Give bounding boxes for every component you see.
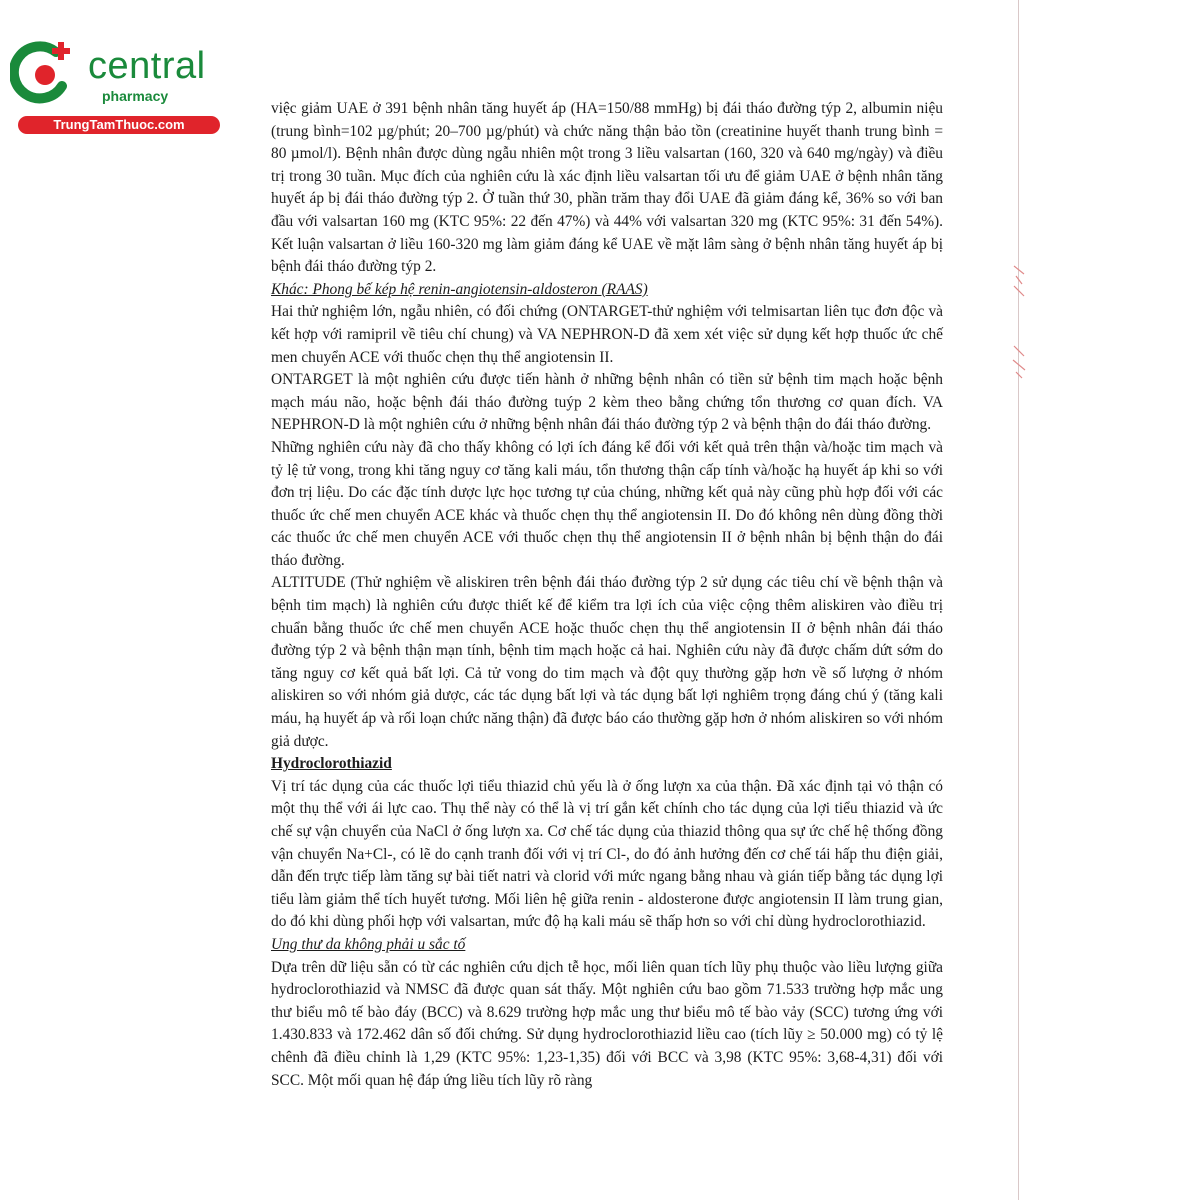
document-body [271,98,943,1092]
paragraph: Vị trí tác dụng của các thuốc lợi tiểu thiazid chủ yếu là ở ống lượn xa của thận. Đã xác định tại vỏ thận có một thụ thể với ái lực cao. Thụ thể này có thể là vị trí gắn kết chính cho tác dụng của lợi tiểu thiazid và ức chế sự vận chuyển của NaCl ở ống lượn xa. Cơ chế tác dụng của thiazid thông qua sự ức chế hệ thống đồng vận chuyển Na+Cl-, có lẽ do cạnh tranh đối với vị trí Cl-, do đó ảnh hưởng đến cơ chế tái hấp thu điện giải, dẫn đến trực tiếp làm tăng sự bài tiết natri và clorid với mức ngang bằng nhau và gián tiếp bằng tác dụng lợi tiểu làm giảm thể tích huyết tương. Mối liên hệ giữa renin - aldosterone được angiotensin II làm trung gian, do đó khi dùng phối hợp với valsartan, mức độ hạ kali máu sẽ thấp hơn so với chỉ dùng hydroclorothiazid. [271,777,943,931]
margin-stamp-mark [1010,262,1028,302]
paragraph: Hai thử nghiệm lớn, ngẫu nhiên, có đối chứng (ONTARGET-thử nghiệm với telmisartan liên tục đơn độc và kết hợp với ramipril về tiêu chí chung) và VA NEPHRON-D đã xem xét việc sử dụng kết hợp thuốc ức chế men chuyển ACE với thuốc chẹn thụ thể angiotensin II. [271,303,943,366]
margin-stamp-mark [1010,340,1028,380]
page-margin-line [1018,0,1019,1200]
logo-subtitle: pharmacy [102,88,169,104]
section-heading: Khác: Phong bế kép hệ renin-angiotensin-aldosteron (RAAS) [271,280,648,298]
logo-brand: central [88,45,206,87]
paragraph: ONTARGET là một nghiên cứu được tiến hành ở những bệnh nhân có tiền sử bệnh tim mạch hoặc bệnh mạch máu não, hoặc bệnh đái tháo đường tuýp 2 kèm theo bằng chứng tổn thương cơ quan đích. VA NEPHRON-D là một nghiên cứu ở những bệnh nhân đái tháo đường týp 2 và bệnh thận do đái tháo đường. [271,371,943,434]
paragraph: Những nghiên cứu này đã cho thấy không có lợi ích đáng kể đối với kết quả trên thận và/hoặc tim mạch và tỷ lệ tử vong, trong khi tăng nguy cơ tăng kali máu, tổn thương thận cấp tính và/hoặc hạ huyết áp khi so với đơn trị liệu. Do các đặc tính dược lực học tương tự của chúng, những kết quả này cũng phù hợp đối với các thuốc ức chế men chuyển ACE khác và thuốc chẹn thụ thể angiotensin II. Do đó không nên dùng đồng thời các thuốc ức chế men chuyển ACE với thuốc chẹn thụ thể angiotensin II ở bệnh nhân bị bệnh thận do đái tháo đường. [271,438,943,569]
paragraph: ALTITUDE (Thử nghiệm về aliskiren trên bệnh đái tháo đường týp 2 sử dụng các tiêu chí về bệnh thận và bệnh tim mạch) là nghiên cứu được thiết kế để kiểm tra lợi ích của việc cộng thêm aliskiren vào điều trị chuẩn bằng thuốc ức chế men chuyển ACE hoặc thuốc chẹn thụ thể angiotensin II ở bệnh nhân đái tháo đường týp 2 và bệnh thận mạn tính, bệnh tim mạch hoặc cả hai. Nghiên cứu này đã được chấm dứt sớm do tăng nguy cơ kết quả bất lợi. Cả tử vong do tim mạch và đột quỵ thường gặp hơn về số lượng ở nhóm aliskiren so với nhóm giả dược, các tác dụng bất lợi và tác dụng bất lợi nghiêm trọng đáng chú ý (tăng kali máu, hạ huyết áp và rối loạn chức năng thận) đã được báo cáo thường gặp hơn ở nhóm aliskiren so với nhóm giả dược. [271,574,943,750]
section-heading: Ung thư da không phải u sắc tố [271,935,466,953]
pharmacy-cross-icon [10,38,80,108]
paragraph: Dựa trên dữ liệu sẵn có từ các nghiên cứu dịch tễ học, mối liên quan tích lũy phụ thuộc vào liều lượng giữa hydroclorothiazid và NMSC đã được quan sát thấy. Một nghiên cứu bao gồm 71.533 trường hợp mắc ung thư biểu mô tế bào đáy (BCC) và 8.629 trường hợp mắc ung thư biểu mô tế bào vảy (SCC) tương ứng với 1.430.833 và 172.462 dân số đối chứng. Sử dụng hydroclorothiazid liều cao (tích lũy ≥ 50.000 mg) có tỷ lệ chênh đã điều chỉnh là 1,29 (KTC 95%: 1,23-1,35) đối với BCC và 3,98 (KTC 95%: 3,68-4,31) đối với SCC. Một mối quan hệ đáp ứng liều tích lũy rõ ràng [271,958,943,1089]
paragraph: việc giảm UAE ở 391 bệnh nhân tăng huyết áp (HA=150/88 mmHg) bị đái tháo đường týp 2, albumin niệu (trung bình=102 µg/phút; 20–700 µg/phút) và chức năng thận bảo tồn (creatinine huyết thanh trung bình = 80 µmol/l). Bệnh nhân được dùng ngẫu nhiên một trong 3 liều valsartan (160, 320 và 640 mg/ngày) và điều trị trong 30 tuần. Mục đích của nghiên cứu là xác định liều valsartan tối ưu để giảm UAE ở bệnh nhân tăng huyết áp bị đái tháo đường týp 2. Ở tuần thứ 30, phần trăm thay đổi UAE đã giảm đáng kể, 36% so với ban đầu với valsartan 160 mg (KTC 95%: 22 đến 47%) và 44% với valsartan 320 mg (KTC 95%: 31 đến 54%). Kết luận valsartan ở liều 160-320 mg làm giảm đáng kể UAE về mặt lâm sàng ở bệnh nhân tăng huyết áp bị bệnh đái tháo đường týp 2. [271,100,943,276]
section-heading: Hydroclorothiazid [271,755,392,773]
central-pharmacy-logo [10,36,220,136]
logo-url: TrungTamThuoc.com [18,116,220,134]
